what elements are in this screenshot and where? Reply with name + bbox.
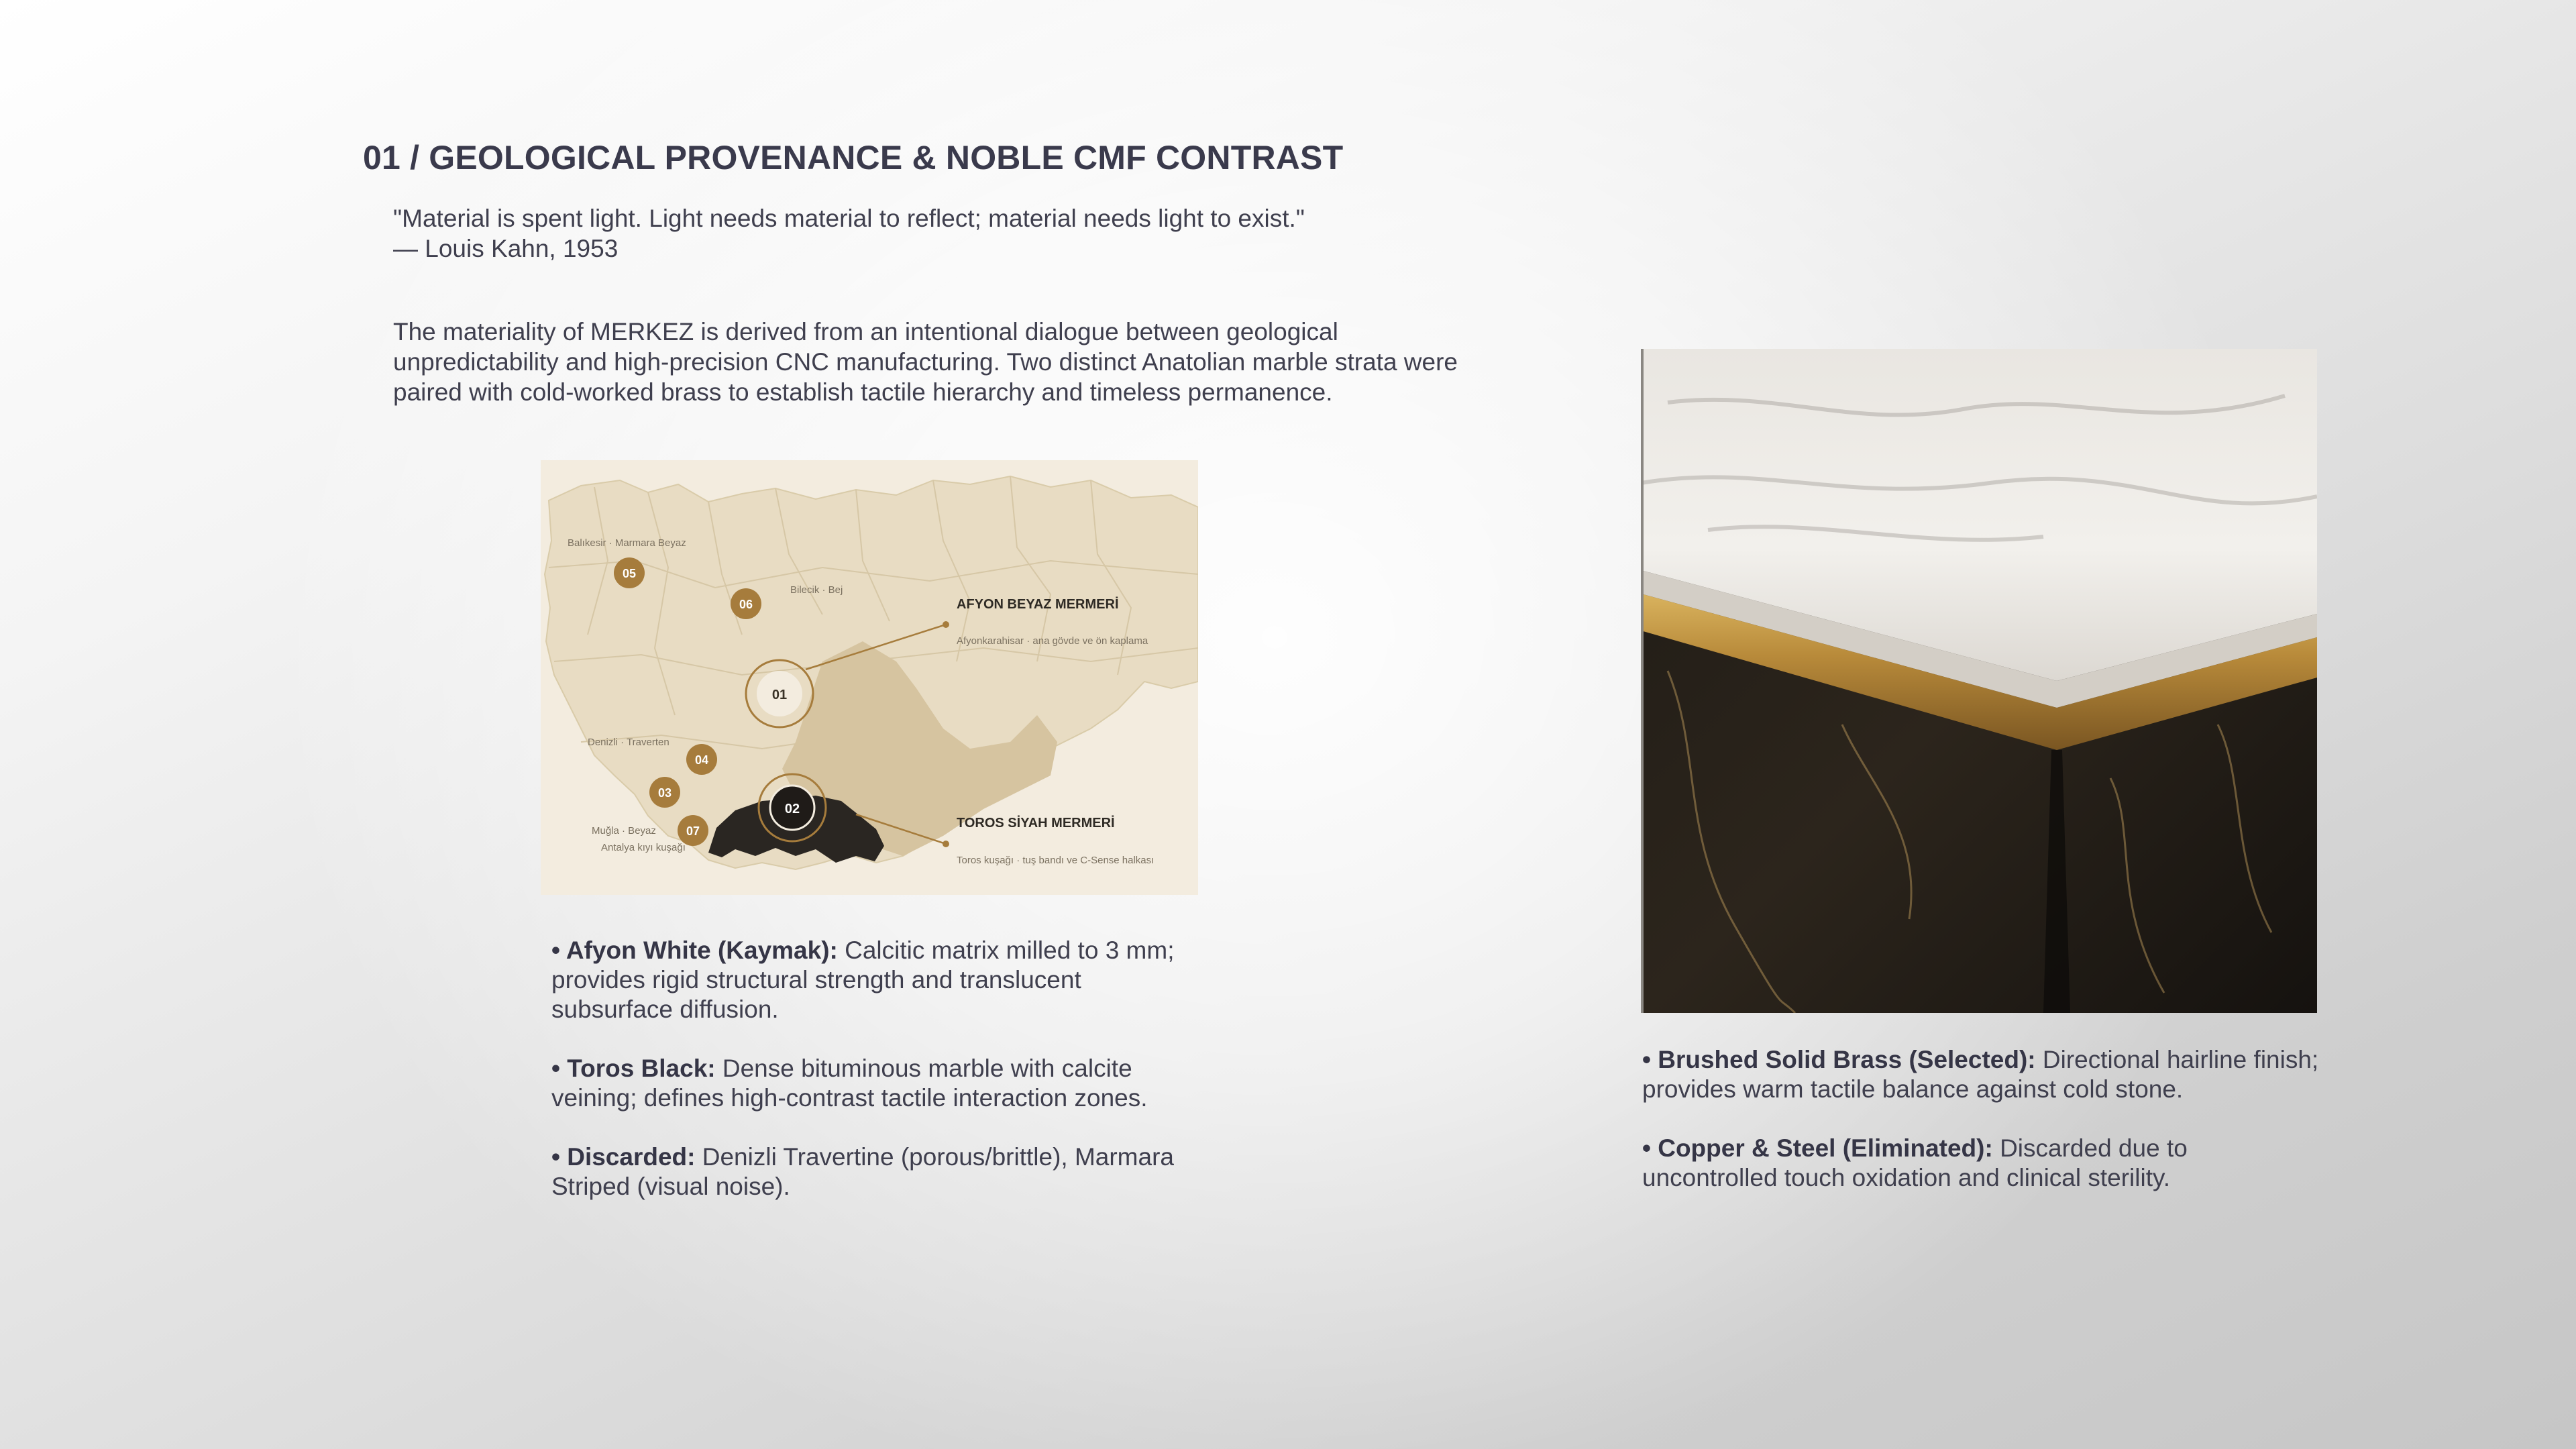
bullet-toros-black [551, 1054, 1195, 1113]
bullet-copper-steel [1642, 1134, 2326, 1193]
svg-text:06: 06 [739, 598, 753, 611]
svg-text:07: 07 [686, 824, 700, 838]
svg-text:04: 04 [694, 753, 709, 767]
intro-line: The materiality of MERKEZ is derived from an intentional dialogue between geological [393, 318, 1338, 345]
quote-text: "Material is spent light. Light needs material to reflect; material needs light to exist." [393, 205, 1305, 232]
bullet-label: • Toros Black: [551, 1055, 716, 1082]
svg-text:01: 01 [771, 688, 788, 702]
callout-title-afyon: AFYON BEYAZ MERMERİ [957, 597, 1119, 612]
map-place-label: Muğla · Beyaz [592, 825, 656, 837]
callout-subtitle-toros: Toros kuşağı · tuş bandı ve C-Sense halkası [957, 855, 1155, 866]
bullet-discarded [551, 1142, 1195, 1201]
intro-line: unpredictability and high-precision CNC manufacturing. Two distinct Anatolian marble strata were [393, 348, 1458, 376]
marble-bullet-list [551, 936, 1195, 1231]
bullet-text: Discarded due to uncontrolled touch oxidation and clinical sterility. [1642, 1134, 2188, 1191]
metal-bullet-list [1642, 1045, 2326, 1222]
bullet-label: • Discarded: [551, 1143, 696, 1171]
svg-text:03: 03 [657, 786, 672, 800]
intro-paragraph [393, 317, 1534, 407]
intro-line: paired with cold-worked brass to establish tactile hierarchy and timeless permanence. [393, 378, 1333, 406]
turkey-marble-map [541, 460, 1198, 895]
bullet-text: Denizli Travertine (porous/brittle), Marmara Striped (visual noise). [551, 1143, 1174, 1200]
map-place-label: Balıkesir · Marmara Beyaz [568, 537, 686, 549]
bullet-label: • Copper & Steel (Eliminated): [1642, 1134, 1993, 1162]
bullet-text: Calcitic matrix milled to 3 mm; provides rigid structural strength and translucent subsurface diffusion. [551, 936, 1175, 1023]
marker-04 [686, 744, 717, 775]
bullet-text: Dense bituminous marble with calcite veining; defines high-contrast tactile interaction zones. [551, 1055, 1148, 1112]
page-title: 01 / GEOLOGICAL PROVENANCE & NOBLE CMF CONTRAST [363, 139, 1344, 176]
marble-brass-photo [1641, 349, 2317, 1013]
bullet-label: • Brushed Solid Brass (Selected): [1642, 1046, 2036, 1073]
bullet-label: • Afyon White (Kaymak): [551, 936, 838, 964]
marker-06 [731, 588, 761, 619]
map-illustration [541, 460, 1198, 895]
map-place-label: Antalya kıyı kuşağı [601, 842, 686, 853]
kahn-quote [393, 203, 1534, 264]
svg-text:02: 02 [784, 802, 800, 816]
bullet-brushed-brass [1642, 1045, 2326, 1104]
callout-subtitle-afyon: Afyonkarahisar · ana gövde ve ön kaplama [957, 635, 1148, 647]
marker-03 [649, 777, 680, 808]
map-place-label: Denizli · Traverten [588, 737, 669, 748]
map-place-label: Bilecik · Bej [790, 584, 843, 596]
material-photo [1641, 349, 2317, 1013]
callout-dot [943, 841, 949, 847]
bullet-text: Directional hairline finish; provides warm tactile balance against cold stone. [1642, 1046, 2319, 1103]
callout-title-toros: TOROS SİYAH MERMERİ [957, 816, 1115, 830]
marker-05 [614, 557, 645, 588]
svg-text:05: 05 [622, 567, 637, 580]
bullet-afyon-white [551, 936, 1195, 1024]
quote-attribution: — Louis Kahn, 1953 [393, 235, 619, 262]
callout-dot [943, 621, 949, 628]
